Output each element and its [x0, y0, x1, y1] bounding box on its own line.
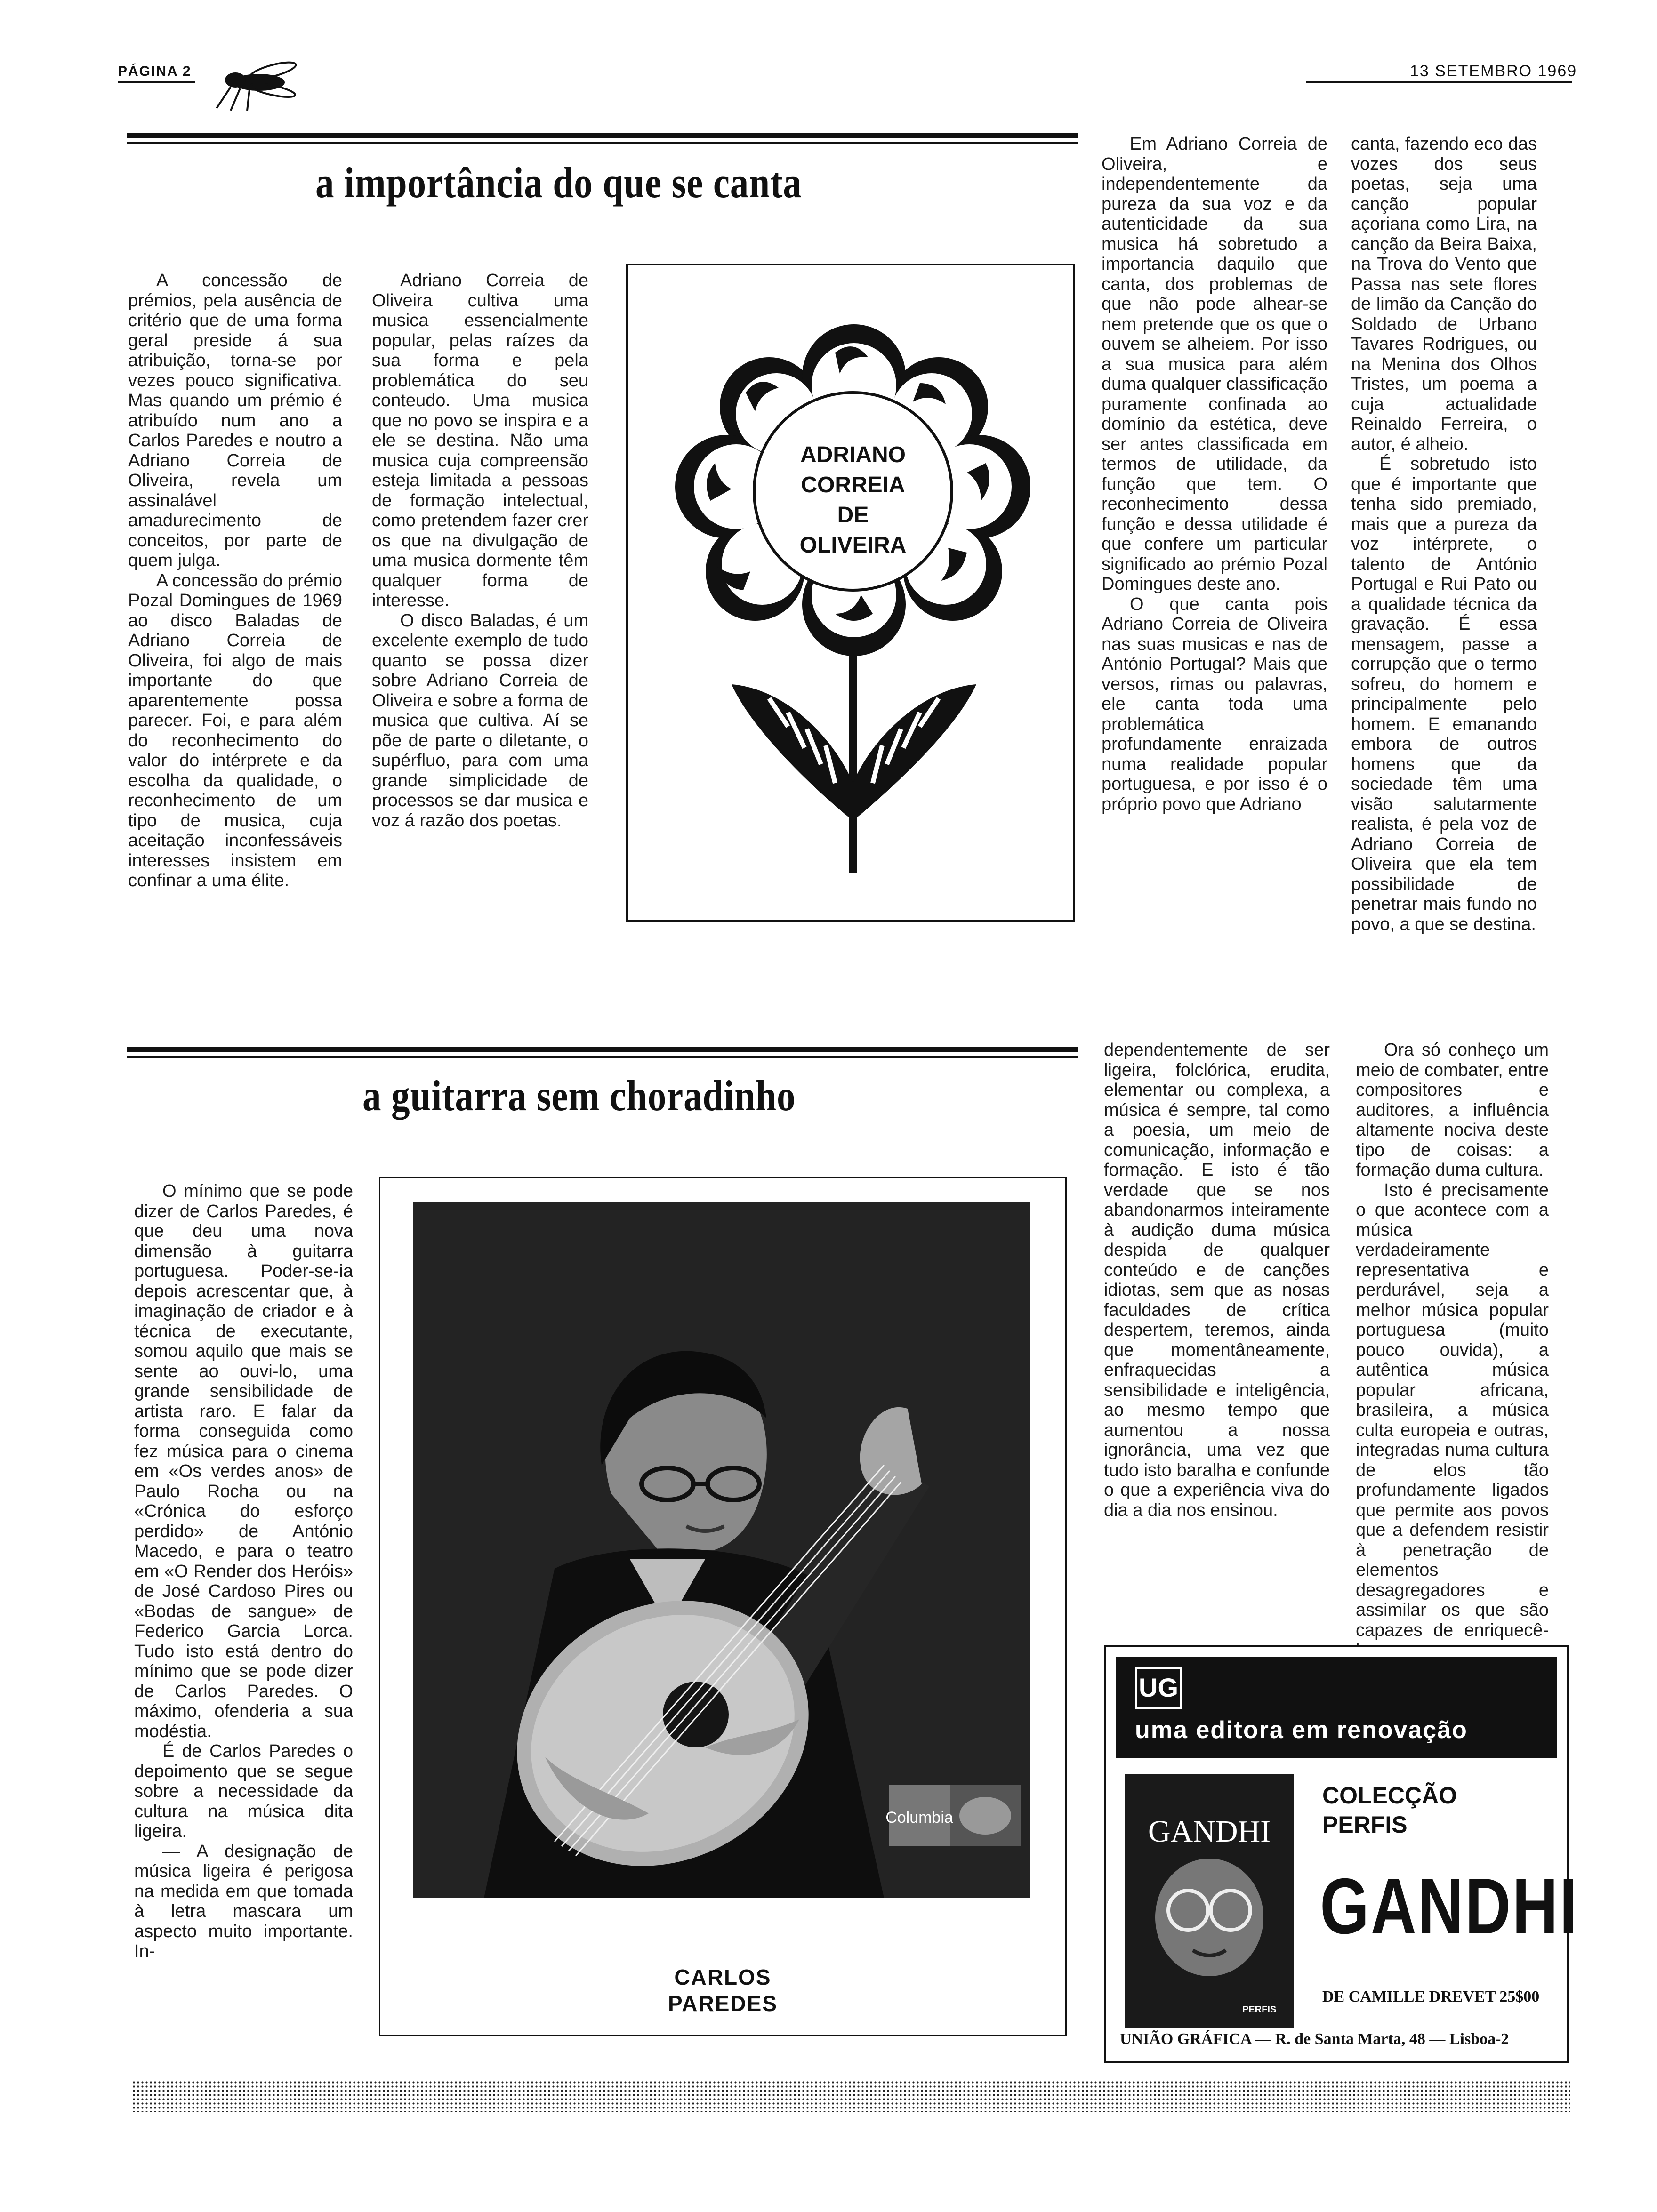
flower-illustration-box — [626, 264, 1075, 922]
flower-text-line2: CORREIA — [801, 473, 905, 497]
page-number-label: PÁGINA 2 — [118, 64, 192, 79]
photo-caption-line2: PAREDES — [668, 1991, 778, 2016]
article2-col4-para1: Ora só conheço um meio de combater, entre compositores e auditores, a influência altamente nociva deste tipo de coisas: a formação duma cultura. — [1356, 1040, 1549, 1180]
collection-label — [1322, 1781, 1457, 1839]
collection-label-line1: COLECÇÃO — [1322, 1782, 1457, 1809]
book-cover-publisher: PERFIS — [1242, 2004, 1277, 2015]
collection-label-line2: PERFIS — [1322, 1811, 1408, 1838]
article2-col1-para3: — A designação de música ligeira é perigosa na medida em que tomada à letra mascara um aspecto muito importante. In- — [134, 1841, 353, 1961]
photo-caption-line1: CARLOS — [674, 1965, 772, 1989]
publisher-logo: UG — [1135, 1667, 1182, 1709]
ad-big-title: GANDHI — [1320, 1862, 1579, 1950]
gandhi-portrait — [1141, 1856, 1278, 1979]
flower-text-line4: OLIVEIRA — [799, 533, 907, 558]
flower-illustration — [628, 265, 1073, 920]
ad-tagline: uma editora em renovação — [1135, 1716, 1468, 1744]
article2-col3-para1: dependentemente de ser ligeira, folclórica, erudita, elementar ou complexa, a música é sempre, tal como a poesia, um meio de comunicação, informação e formação. E isto é tão verdade que se nos abandonarmos inteiramente à audição duma música despida de qualquer conteúdo e de canções idiotas, sem que as nosas faculdades de crítica despertem, teremos, ainda que momentâneamente, enfraquecidas a sensibilidade e inteligência, ao mesmo tempo que aumentou a nossa ignorância, uma vez que tudo isto baralha e confunde o que a experiência viva do dia a dia nos ensinou. — [1104, 1040, 1330, 1520]
article1-col3-para1: Em Adriano Correia de Oliveira, e independentemente da pureza da sua voz e da autenticidade da sua musica há sobretudo a importancia daquilo que canta, dos problemas de que não pode alhear-se nem pretende que os que o ouvem se alheiem. Por isso a sua musica para além duma qualquer classificação puramente confinada ao domínio da estética, deve ser antes classificada em termos de utilidade, da função que tem. O reconhecimento dessa função e dessa utilidade é que confere um particular significado ao prémio Pozal Domingues deste ano. — [1102, 134, 1327, 594]
article1-top-rule-thin — [127, 142, 1078, 144]
ad-author-price: DE CAMILLE DREVET 25$00 — [1322, 1988, 1540, 2005]
article2-top-rule-thin — [127, 1056, 1078, 1058]
article2-top-rule — [127, 1047, 1078, 1052]
carlos-paredes-photo — [413, 1202, 1030, 1898]
article1-col4-para1: canta, fazendo eco das vozes dos seus poetas, seja uma canção popular açoriana como Lira, na canção da Beira Baixa, na Trova do Vento que Passa nas sete flores de limão da Canção do Soldado de Urbano Tavares Rodrigues, ou na Menina dos Olhos Tristes, um poema a cuja actualidade Reinaldo Ferreira, o autor, é alheio. — [1351, 134, 1537, 454]
fly-icon — [202, 56, 306, 113]
issue-date: 13 SETEMBRO 1969 — [1410, 62, 1577, 80]
article2-col1-para1: O mínimo que se pode dizer de Carlos Paredes, é que deu uma nova dimensão à guitarra portuguesa. Poder-se-ia depois acrescentar que, à imaginação de criador e à técnica de executante, somou aquilo que mais se sente ao ouvi-lo, uma grande sensibilidade de artista raro. E falar da forma conseguida como fez música para o cinema em «Os verdes anos» de Paulo Rocha ou na «Crónica do esforço perdido» de António Macedo, e para o teatro em «O Render dos Heróis» de José Cardoso Pires ou «Bodas de sangue» de Federico Garcia Lorca. Tudo isto está dentro do mínimo que se pode dizer de Carlos Paredes. O máximo, ofenderia a sua modéstia. — [134, 1181, 353, 1741]
article1-col2-para2: O disco Baladas, é um excelente exemplo de tudo quanto se possa dizer sobre Adriano Correia de Oliveira e sobre a forma de musica que cultiva. Aí se põe de parte o diletante, o supérfluo, para com uma grande simplicidade de processos se dar musica e voz á razão dos poetas. — [372, 610, 588, 831]
article1-col1-para2: A concessão do prémio Pozal Domingues de 1969 ao disco Baladas de Adriano Correia de Oliveira, foi algo de mais importante do que aparentemente possa parecer. Foi, e para além do reconhecimento do valor do intérprete e da escolha da qualidade, o reconhecimento de um tipo de musica, cuja aceitação inconfessáveis interesses insistem em confinar a uma élite. — [128, 570, 343, 890]
article1-col3 — [1102, 134, 1327, 814]
article1-col4-para2: É sobretudo isto que é importante que tenha sido premiado, mais que a pureza da voz intérprete, o talento de António Portugal e Rui Pato ou a qualidade técnica da gravação. É essa mensagem, passe a corrupção que o termo sofreu, do homem e principalmente pelo homem. E emanando embora de outros homens que da sociedade têm uma visão salutarmente realista, é pela voz de Adriano Correia de Oliveira que ela tem possibilidade de penetrar mais fundo no povo, a que se destina. — [1351, 454, 1537, 934]
article2-col4 — [1356, 1040, 1549, 1660]
article2-col3 — [1104, 1040, 1330, 1520]
header-underline-left — [118, 81, 195, 83]
article1-col1-para1: A concessão de prémios, pela ausência de critério que de uma forma geral preside á sua atribuição, torna-se por vezes pouco significativa. Mas quando um prémio é atribuído num ano a Carlos Paredes e noutro a Adriano Correia de Oliveira, revela um assinalável amadurecimento de conceitos, por parte de quem julga. — [128, 271, 342, 570]
flower-text-line1: ADRIANO — [800, 442, 906, 467]
book-cover — [1125, 1774, 1294, 2028]
photo-box — [379, 1177, 1067, 2036]
article2-col1-para2: É de Carlos Paredes o depoimento que se segue sobre a necessidade da cultura na música dita ligeira. — [134, 1741, 353, 1841]
book-cover-title: GANDHI — [1148, 1814, 1271, 1849]
article1-col2-para1: Adriano Correia de Oliveira cultiva uma musica essencialmente popular, pelas raízes da sua forma e pela problemática do seu conteudo. Uma musica que no povo se inspira e a ele se destina. Não uma musica cuja compreensão esteja limitada a pessoas de formação intelectual, como pretendem fazer crer os que na divulgação de uma musica dormente têm qualquer forma de interesse. — [372, 271, 588, 610]
ad-banner — [1116, 1657, 1557, 1758]
ad-footer: UNIÃO GRÁFICA — R. de Santa Marta, 48 — Lisboa-2 — [1120, 2030, 1509, 2048]
header-underline-right — [1306, 81, 1572, 83]
article1-col2 — [372, 271, 588, 831]
advertisement-box — [1104, 1645, 1579, 2063]
article1-title: a importância do que se canta — [315, 159, 802, 207]
article2-title: a guitarra sem choradinho — [362, 1072, 796, 1120]
article1-col1 — [128, 271, 342, 891]
bottom-screen-band — [132, 2080, 1570, 2112]
photo-caption — [380, 1964, 1065, 2017]
record-label-text: Columbia — [885, 1809, 953, 1827]
article2-col4-para2: Isto é precisamente o que acontece com a música verdadeiramente representativa e perdurável, seja a melhor música popular portuguesa (muito pouco ouvida), a autêntica música popular africana, brasileira, a música culta europeia e outras, integradas numa cultura de elos tão profundamente ligados que permite aos povos que a defendem resistir à penetração de elementos desagregadores e assimilar os que são capazes de enriquecê- — [1356, 1180, 1549, 1640]
flower-text-line3: DE — [837, 503, 869, 528]
article1-top-rule — [127, 133, 1078, 138]
article2-col1 — [134, 1181, 353, 1962]
article1-col4 — [1351, 134, 1537, 934]
article1-col3-para2: O que canta pois Adriano Correia de Oliveira nas suas musicas e nas de António Portugal? Mais que versos, rimas ou palavras, ele canta toda uma problemática profundamente enraizada numa realidade popular portuguesa, e por isso é o próprio povo que Adriano — [1102, 594, 1327, 814]
